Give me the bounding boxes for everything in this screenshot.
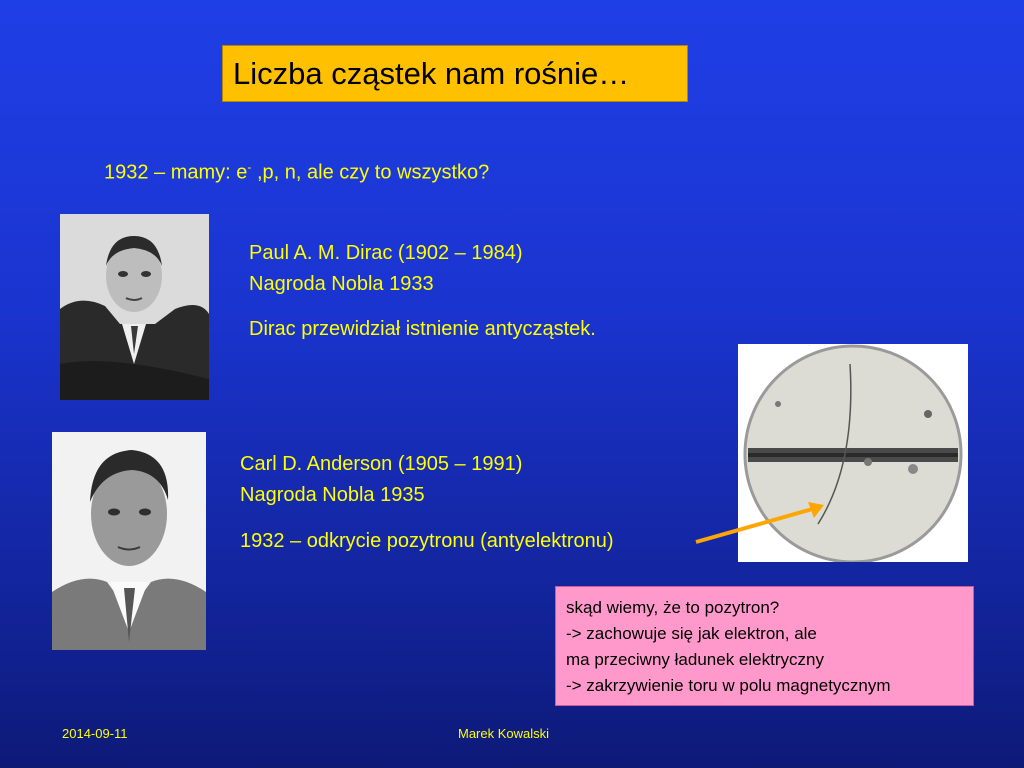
dirac-note: Dirac przewidział istnienie antycząstek.	[249, 318, 596, 340]
anderson-name: Carl D. Anderson (1905 – 1991)	[240, 453, 523, 475]
anderson-note: 1932 – odkrycie pozytronu (antyelektronu)	[240, 530, 614, 552]
intro-after: ,p, n, ale czy to wszystko?	[251, 161, 490, 184]
dirac-portrait-photo	[60, 214, 209, 400]
footer-author: Marek Kowalski	[458, 726, 550, 741]
footer-date: 2014-09-11	[62, 726, 128, 741]
intro-line	[104, 160, 489, 185]
slide-title: Liczba cząstek nam rośnie…	[222, 45, 688, 102]
arrow-to-track-icon	[690, 498, 830, 548]
info-line: ma przeciwny ładunek elektryczny	[566, 650, 824, 669]
anderson-nobel: Nagroda Nobla 1935	[240, 484, 425, 506]
anderson-info	[240, 449, 522, 511]
info-line: -> zakrzywienie toru w polu magnetycznym	[566, 676, 891, 695]
info-line: skąd wiemy, że to pozytron?	[566, 598, 780, 617]
intro-before: 1932 – mamy: e	[104, 161, 248, 184]
dirac-name: Paul A. M. Dirac (1902 – 1984)	[249, 242, 523, 264]
info-line: -> zachowuje się jak elektron, ale	[566, 624, 817, 643]
dirac-info	[249, 238, 522, 300]
positron-info-box	[555, 586, 974, 706]
dirac-nobel: Nagroda Nobla 1933	[249, 273, 434, 295]
anderson-portrait-photo	[52, 432, 206, 650]
electron-charge-superscript: -	[247, 160, 252, 174]
